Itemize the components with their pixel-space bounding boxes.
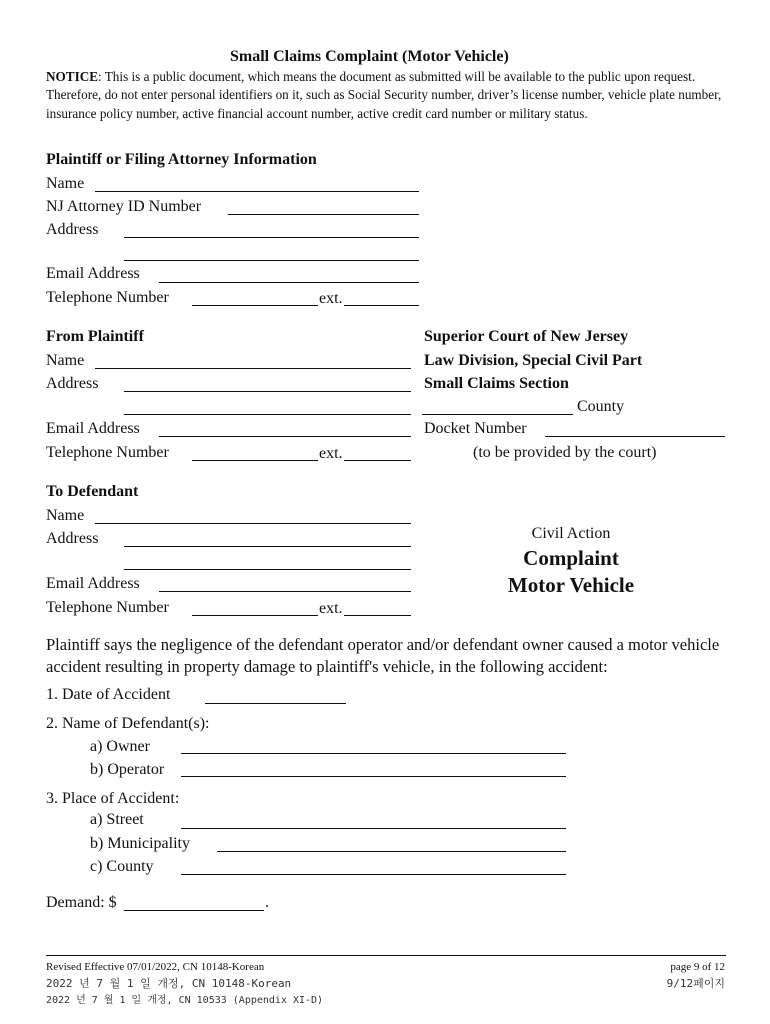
date-of-accident-field[interactable] [205, 703, 346, 704]
attorney-name-field[interactable] [95, 191, 419, 192]
docket-number-field[interactable] [545, 436, 725, 437]
court-name: Superior Court of New Jersey [424, 328, 629, 345]
attorney-name-label: Name [46, 175, 85, 192]
plaintiff-ext-label: ext. [319, 445, 343, 462]
complaint-statement: Plaintiff says the negligence of the defendant operator and/or defendant owner caused a motor vehicle accident resulting in property damage to plaintiff's vehicle, in the following accident: [46, 635, 720, 676]
defendant-phone-field[interactable] [192, 615, 411, 616]
footer-revised: Revised Effective 07/01/2022, CN 10148-Korean [46, 961, 265, 973]
footer-page-number-korean: 9/12페이지 [666, 977, 725, 990]
attorney-address-field-1[interactable] [124, 237, 419, 238]
demand-label: Demand: $ [46, 894, 117, 911]
notice-text: : This is a public document, which means the document as submitted will be available to the public upon request. Therefore, do not enter personal identifiers on it, such as Social Security number, driver’s license number, vehicle plate number, insurance policy number, active financial account number, active credit card number or military status. [46, 69, 722, 121]
attorney-ext-label: ext. [319, 290, 343, 307]
defendant-email-field[interactable] [159, 591, 411, 592]
street-field[interactable] [181, 828, 566, 829]
plaintiff-name-label: Name [46, 352, 85, 369]
owner-field[interactable] [181, 753, 566, 754]
attorney-id-field[interactable] [228, 214, 419, 215]
date-of-accident-label: 1. Date of Accident [46, 686, 171, 703]
document-title: Small Claims Complaint (Motor Vehicle) [230, 48, 509, 65]
plaintiff-address-label: Address [46, 375, 99, 392]
footer-revised-korean-appendix: 2022 년 7 월 1 일 개정, CN 10533 (Appendix XI-D) [46, 995, 324, 1006]
plaintiff-info-heading: Plaintiff or Filing Attorney Information [46, 151, 317, 168]
municipality-field[interactable] [217, 851, 566, 852]
plaintiff-name-field[interactable] [95, 368, 411, 369]
defendant-address-field-2[interactable] [124, 569, 411, 570]
plaintiff-email-field[interactable] [159, 436, 411, 437]
attorney-address-field-2[interactable] [124, 260, 419, 261]
place-of-accident-label: 3. Place of Accident: [46, 790, 180, 807]
defendant-email-label: Email Address [46, 575, 140, 592]
civil-action-label: Civil Action [531, 525, 611, 542]
notice-paragraph [46, 68, 736, 123]
notice-label: NOTICE [46, 69, 99, 84]
attorney-email-field[interactable] [159, 282, 419, 283]
defendant-name-label: Name [46, 507, 85, 524]
footer-divider [46, 955, 726, 956]
owner-label: a) Owner [90, 738, 150, 755]
county-field[interactable] [422, 414, 573, 415]
docket-note: (to be provided by the court) [473, 444, 657, 461]
docket-number-label: Docket Number [424, 420, 527, 437]
plaintiff-address-field-1[interactable] [124, 391, 411, 392]
plaintiff-address-field-2[interactable] [124, 414, 411, 415]
footer-revised-korean: 2022 년 7 월 1 일 개정, CN 10148-Korean [46, 977, 292, 990]
attorney-address-label: Address [46, 221, 99, 238]
attorney-phone-field[interactable] [192, 305, 419, 306]
defendant-name-field[interactable] [95, 523, 411, 524]
municipality-label: b) Municipality [90, 835, 190, 852]
county-of-accident-label: c) County [90, 858, 154, 875]
plaintiff-email-label: Email Address [46, 420, 140, 437]
county-of-accident-field[interactable] [181, 874, 566, 875]
operator-label: b) Operator [90, 761, 165, 778]
demand-period: . [265, 894, 269, 911]
from-plaintiff-heading: From Plaintiff [46, 328, 144, 345]
footer-page-number: page 9 of 12 [670, 961, 725, 973]
to-defendant-heading: To Defendant [46, 483, 139, 500]
defendant-address-label: Address [46, 530, 99, 547]
demand-amount-field[interactable] [124, 910, 264, 911]
defendant-address-field-1[interactable] [124, 546, 411, 547]
plaintiff-phone-field[interactable] [192, 460, 411, 461]
attorney-email-label: Email Address [46, 265, 140, 282]
court-division: Law Division, Special Civil Part [424, 352, 643, 369]
street-label: a) Street [90, 811, 144, 828]
defendants-label: 2. Name of Defendant(s): [46, 715, 210, 732]
complaint-heading: Complaint [523, 546, 619, 570]
defendant-ext-label: ext. [319, 600, 343, 617]
motor-vehicle-heading: Motor Vehicle [507, 573, 635, 597]
court-section: Small Claims Section [424, 375, 569, 392]
defendant-phone-label: Telephone Number [46, 599, 169, 616]
county-label: County [577, 398, 625, 415]
attorney-phone-label: Telephone Number [46, 289, 169, 306]
operator-field[interactable] [181, 776, 566, 777]
plaintiff-phone-label: Telephone Number [46, 444, 169, 461]
attorney-id-label: NJ Attorney ID Number [46, 198, 202, 215]
